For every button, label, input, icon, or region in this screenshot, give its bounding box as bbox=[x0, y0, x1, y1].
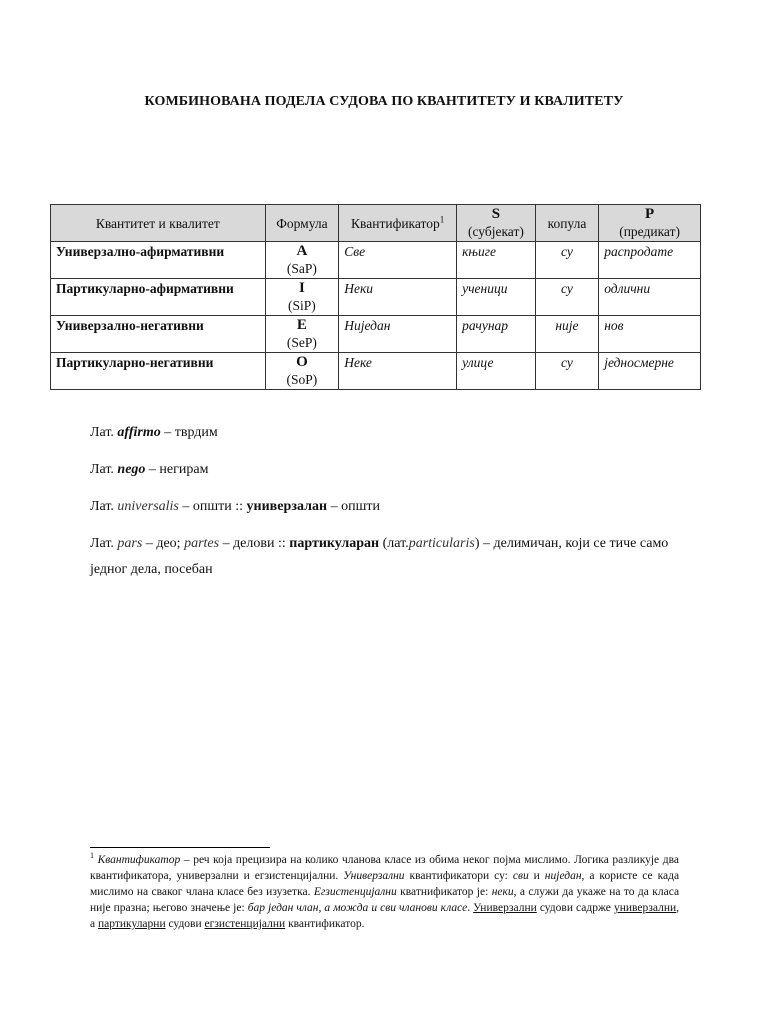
row-subject: рачунар bbox=[457, 316, 536, 353]
note-prefix: Лат. bbox=[90, 462, 114, 477]
row-quantifier: Ниједан bbox=[339, 316, 457, 353]
row-copula: су bbox=[535, 279, 598, 316]
fn-text: судови bbox=[168, 918, 202, 930]
note-term: партикуларан bbox=[289, 536, 380, 551]
note-pars bbox=[90, 531, 690, 583]
latin-word: universalis bbox=[117, 499, 179, 514]
fn-term: Квантификатор bbox=[97, 854, 181, 866]
row-quantifier: Неке bbox=[339, 353, 457, 390]
fn-text: , а служи да укаже на то да класа није празна; његово значење је: bbox=[90, 886, 680, 914]
note-text: – део; bbox=[145, 536, 181, 551]
fn-text: – реч која прецизира на колико чланова класе из обима неког појма мислимо. Логика разликује два квантификатора, универзални и егзистенцијални. bbox=[90, 854, 680, 882]
row-name: Партикуларно-афирмативни bbox=[51, 279, 266, 316]
table-row bbox=[51, 279, 701, 316]
row-subject: књиге bbox=[457, 242, 536, 279]
note-text: – општи :: bbox=[182, 499, 244, 514]
fn-italic: неки bbox=[491, 886, 514, 898]
row-name: Универзално-негативни bbox=[51, 316, 266, 353]
formula-notation: (SoP) bbox=[286, 372, 318, 387]
header-s-label: (субјекат) bbox=[467, 224, 524, 239]
formula-notation: (SiP) bbox=[288, 298, 316, 313]
table-row bbox=[51, 242, 701, 279]
formula-letter: I bbox=[299, 280, 305, 296]
table-row bbox=[51, 353, 701, 390]
header-p-label: (предикат) bbox=[619, 224, 680, 239]
row-formula bbox=[265, 279, 339, 316]
fn-underlined: егзистенцијални bbox=[204, 918, 286, 930]
table-header-row bbox=[51, 205, 701, 242]
page-title: КОМБИНОВАНА ПОДЕЛА СУДОВА ПО КВАНТИТЕТУ И КВАЛИТЕТУ bbox=[144, 94, 624, 109]
latin-word: affirmo bbox=[117, 425, 161, 440]
formula-letter: A bbox=[296, 243, 308, 259]
latin-word: nego bbox=[117, 462, 146, 477]
header-quantifier-label: Квантификатор bbox=[351, 215, 440, 231]
row-formula bbox=[265, 316, 339, 353]
note-text: – негирам bbox=[148, 462, 209, 477]
row-subject: улице bbox=[457, 353, 536, 390]
header-quantifier bbox=[339, 205, 457, 242]
fn-underlined: партикуларни bbox=[97, 918, 166, 930]
row-copula: су bbox=[535, 353, 598, 390]
row-quantifier: Све bbox=[339, 242, 457, 279]
formula-notation: (SeP) bbox=[286, 335, 317, 350]
note-text: – делови :: bbox=[222, 536, 286, 551]
note-term: универзалан bbox=[246, 499, 328, 514]
formula-letter: O bbox=[296, 354, 308, 370]
fn-text: квантификатори су: bbox=[409, 870, 508, 882]
header-formula: Формула bbox=[265, 205, 339, 242]
fn-text: , а користе се када мислимо на сваког члана класе без изузетка. bbox=[90, 870, 680, 898]
row-quantifier: Неки bbox=[339, 279, 457, 316]
header-s-letter: S bbox=[491, 206, 501, 222]
fn-underlined: Универзални bbox=[473, 902, 537, 914]
note-universalis bbox=[90, 494, 380, 520]
fn-text: кватнификатор је: bbox=[400, 886, 489, 898]
formula-letter: E bbox=[296, 317, 307, 333]
row-copula: су bbox=[535, 242, 598, 279]
row-predicate: распродате bbox=[599, 242, 701, 279]
row-formula bbox=[265, 242, 339, 279]
note-nego bbox=[90, 457, 208, 483]
header-subject bbox=[457, 205, 536, 242]
fn-italic: ниједан bbox=[544, 870, 582, 882]
row-name: Партикуларно-негативни bbox=[51, 353, 266, 390]
fn-underlined: универзални bbox=[613, 902, 677, 914]
fn-italic: Универзални bbox=[343, 870, 405, 882]
row-subject: ученици bbox=[457, 279, 536, 316]
row-name: Универзално-афирмативни bbox=[51, 242, 266, 279]
header-p-letter: P bbox=[645, 206, 655, 222]
fn-text: , а bbox=[90, 902, 680, 930]
fn-italic: Егзистенцијални bbox=[313, 886, 397, 898]
header-copula: копула bbox=[535, 205, 598, 242]
note-text: – општи bbox=[330, 499, 380, 514]
note-prefix: Лат. bbox=[90, 499, 114, 514]
row-predicate: једносмерне bbox=[599, 353, 701, 390]
fn-text: судови садрже bbox=[539, 902, 611, 914]
note-prefix: Лат. bbox=[90, 536, 114, 551]
row-formula bbox=[265, 353, 339, 390]
footnote-separator bbox=[90, 847, 270, 848]
fn-text: квантификатор. bbox=[288, 918, 365, 930]
header-quantity-quality: Квантитет и квалитет bbox=[51, 205, 266, 242]
note-text: (лат. bbox=[382, 536, 409, 551]
judgments-table bbox=[50, 204, 701, 390]
header-predicate bbox=[599, 205, 701, 242]
fn-text: и bbox=[533, 870, 540, 882]
footnote-ref[interactable]: 1 bbox=[439, 214, 445, 224]
footnote-number: 1 bbox=[90, 851, 94, 861]
note-affirmo bbox=[90, 420, 218, 446]
note-prefix: Лат. bbox=[90, 425, 114, 440]
table-row bbox=[51, 316, 701, 353]
latin-word: pars bbox=[117, 536, 143, 551]
latin-word: particularis bbox=[408, 536, 475, 551]
latin-word: partes bbox=[184, 536, 220, 551]
fn-italic: сви bbox=[512, 870, 529, 882]
row-predicate: нов bbox=[599, 316, 701, 353]
fn-italic: бар један члан, а можда и сви чланови класе bbox=[247, 902, 468, 914]
note-text: ) – делимичан, који се тиче само једног дела, посебан bbox=[90, 536, 669, 577]
footnote bbox=[90, 852, 679, 932]
note-text: – тврдим bbox=[164, 425, 218, 440]
row-predicate: одлични bbox=[599, 279, 701, 316]
fn-text: . bbox=[467, 902, 471, 914]
row-copula: није bbox=[535, 316, 598, 353]
formula-notation: (SaP) bbox=[286, 261, 317, 276]
